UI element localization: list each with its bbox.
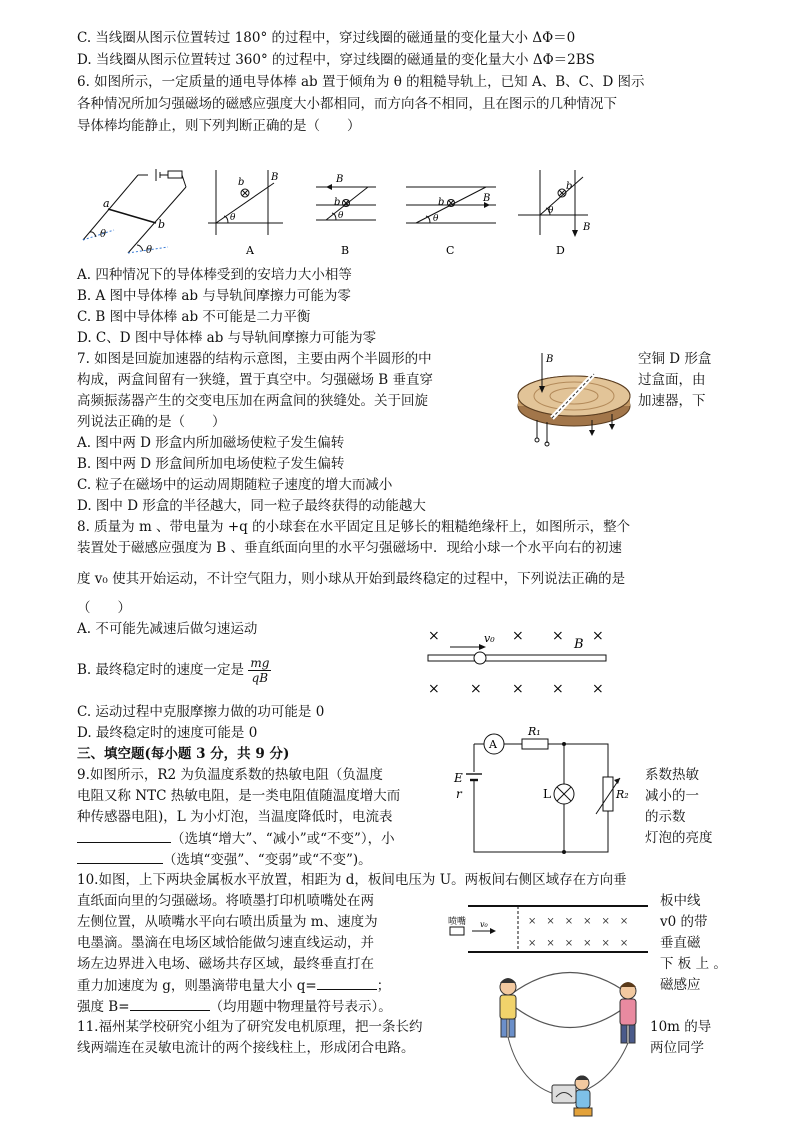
emf-label: E [454,771,463,785]
q9-blank-1[interactable] [77,828,171,843]
q6b-B: B [336,174,344,185]
q10-stem-3-right: v0 的带 [660,914,708,930]
section-3-title: 三、填空题(每小题 3 分，共 9 分) [77,746,290,762]
cross-1: × [428,628,440,644]
q9-stem-1-right: 系数热敏 [645,767,699,783]
q10-stem-6 [77,975,390,996]
cross-7: × [512,681,524,697]
q10-figure [448,896,658,958]
cross-5: × [428,681,440,697]
q6-label-D: D [556,244,565,257]
q7-stem-2-right: 过盒面，由 [638,372,706,388]
q6-label-B: B [341,244,350,257]
q8-v0-label: v₀ [484,632,495,645]
nozzle-label: 喷嘴 [448,917,467,927]
student-left [500,978,516,1037]
q9-stem-5 [77,849,372,870]
q6-label-A: A [246,244,254,257]
q6c-b: b [438,197,445,208]
q6-option-c: C. B 图中导体棒 ab 不可能是二力平衡 [77,309,311,325]
q7-stem-3: 高频振荡器产生的交变电压加在两盒间的狭缝处。关于回旋 [77,393,428,409]
q6a-b: b [238,177,245,188]
q7-option-b: B. 图中两 D 形盒间所加电场使粒子发生偏转 [77,456,345,472]
q9-circuit [448,722,638,870]
student-bottom [574,1076,592,1117]
q8-option-d: D. 最终稳定时的速度可能是 0 [77,725,258,741]
q6-option-d: D. C、D 图中导体棒 ab 与导轨间摩擦力可能为零 [77,330,377,346]
q10-blank-1[interactable] [317,975,377,990]
q7-option-c: C. 粒子在磁场中的运动周期随粒子速度的增大而减小 [77,477,393,493]
q7-stem-4: 列说法正确的是（ ） [77,414,226,430]
q10-stem-2-right: 板中线 [660,893,701,909]
q6b-theta: θ [338,211,344,221]
option-d-line: D. 当线圈从图示位置转过 360° 的过程中，穿过线圈的磁通量的变化量大小 ΔΦ＝2BS [77,52,595,68]
q9-stem-3: 种传感器电阻)，L 为小灯泡，当温度降低时，电流表 [77,809,393,825]
r1-label: R₁ [528,725,541,738]
q9-stem-4-text: （选填“增大”、“减小”或“不变”），小 [171,831,395,847]
q11-stem-1-right: 10m 的导 [650,1019,712,1035]
cross-2: × [512,628,524,644]
q6c-B: B [483,193,491,204]
q6-figure-b [316,187,376,220]
q10-stem-1: 10.如图，上下两块金属板水平放置，相距为 d，板间电压为 U。两板间右侧区域存在方向垂 [77,872,627,888]
cross-8: × [552,681,564,697]
lamp-label: L [543,787,551,801]
cross-9: × [592,681,604,697]
q7-stem-1-right: 空铜 D 形盒 [638,351,712,367]
cross-6: × [470,681,482,697]
q10-stem-5-right: 下 板 上 。 [660,956,727,972]
q9-stem-5-text: （选填“变强”、“变弱”或“不变”)。 [163,852,372,868]
q6-main-figure [83,169,186,253]
q10-stem-7 [77,996,392,1017]
q6-option-b: B. A 图中导体棒 ab 与导轨间摩擦力可能为零 [77,288,351,304]
q10-stem-4: 电墨滴。墨滴在电场区域恰能做匀速直线运动，并 [77,935,374,951]
q9-stem-3-right: 的示数 [645,809,686,825]
q6a-theta: θ [230,213,236,223]
student-right [620,982,636,1043]
q11-stem-1: 11.福州某学校研究小组为了研究发电机原理，把一条长约 [77,1019,423,1035]
q6d-theta: θ [548,206,554,216]
q6-stem-3: 导体棒均能静止，则下列判断正确的是（ ） [77,118,361,134]
q8-stem-3: 度 v₀ 使其开始运动，不计空气阻力，则小球从开始到最终稳定的过程中，下列说法正确的是 [77,571,626,587]
q7-option-d: D. 图中 D 形盒的半径越大，同一粒子最终获得的动能越大 [77,498,426,514]
q10-stem-6-right: 磁感应 [660,977,701,993]
galvanometer [552,1085,576,1103]
q11-generator-illustration [490,955,650,1120]
q6d-B: B [583,222,591,233]
q6b-b: b [334,197,341,208]
q9-blank-2[interactable] [77,849,163,864]
q6-stem-2: 各种情况所加匀强磁场的磁感应强度大小都相同，而方向各不相同，且在图示的几种情况下 [77,96,617,112]
internal-r-label: r [456,787,462,801]
q8-option-b [77,652,271,688]
cyclotron-B-label: B [546,354,554,365]
cross-3: × [552,628,564,644]
q8-stem-4: （ ） [77,600,131,616]
q9-stem-1: 9.如图所示，R2 为负温度系数的热敏电阻（负温度 [77,767,383,783]
q9-stem-2-right: 减小的一 [645,788,699,804]
q6d-b: b [566,181,573,192]
r2-label: R₂ [616,788,629,801]
q8-fraction [248,656,271,685]
q6-label-C: C [446,244,455,257]
q8-stem-2: 装置处于磁感应强度为 B 、垂直纸面向里的水平匀强磁场中．现给小球一个水平向右的初速 [77,540,623,556]
q7-stem-2: 构成，两盒间留有一狭缝，置于真空中。匀强磁场 B 垂直穿 [77,372,434,388]
q10-blank-2[interactable] [130,996,210,1011]
svg-text:× × × × × ×: × × × × × × [528,916,629,927]
q6-theta-2: θ [146,245,153,256]
q7-stem-3-right: 加速器，下 [638,393,706,409]
q10-stem-2: 直纸面向里的匀强磁场。将喷墨打印机喷嘴处在两 [77,893,374,909]
q8-fraction-den: qB [251,671,269,685]
q6-stem-1: 6. 如图所示，一定质量的通电导体棒 ab 置于倾角为 θ 的粗糙导轨上，已知 A、B、C、D 图示 [77,74,645,90]
q10-stem-3: 左侧位置，从喷嘴水平向右喷出质量为 m、速度为 [77,914,378,930]
ammeter-label: A [489,738,497,751]
q6-option-a: A. 四种情况下的导体棒受到的安培力大小相等 [77,267,352,283]
svg-text:× × × × × ×: × × × × × × [528,938,629,949]
q9-stem-4-right: 灯泡的亮度 [645,830,713,846]
q8-figure [420,620,620,700]
q8-option-b-text: B. 最终稳定时的速度一定是 [77,662,245,678]
q6-figures [78,165,598,265]
q7-stem-1: 7. 如图是回旋加速器的结构示意图，主要由两个半圆形的中 [77,351,432,367]
q6-figure-d [518,170,591,235]
q10-stem-6-text: 重力加速度为 g，则墨滴带电量大小 q= [77,978,317,994]
q10-stem-4-right: 垂直磁 [660,935,701,951]
q9-stem-4 [77,828,395,849]
q10-v0-label: v₀ [480,920,488,929]
q10-stem-7-end: （均用题中物理量符号表示）。 [209,999,392,1015]
q6a-B: B [271,172,279,183]
q8-stem-1: 8. 质量为 m 、带电量为 +q 的小球套在水平固定且足够长的粗糙绝缘杆上，如图所示，整个 [77,519,631,535]
q6-label-b: b [158,218,166,231]
q8-option-a: A. 不可能先减速后做匀速运动 [77,621,258,637]
q11-stem-2: 线两端连在灵敏电流计的两个接线柱上，形成闭合电路。 [77,1040,415,1056]
cyclotron-figure [512,348,637,448]
q6c-theta: θ [433,214,439,224]
q10-stem-7-text: 强度 B= [77,999,130,1015]
q9-stem-2: 电阻又称 NTC 热敏电阻，是一类电阻值随温度增大而 [77,788,401,804]
q8-option-c: C. 运动过程中克服摩擦力做的功可能是 0 [77,704,325,720]
option-c-line: C. 当线圈从图示位置转过 180° 的过程中，穿过线圈的磁通量的变化量大小 ΔΦ＝0 [77,30,576,46]
q6-label-a: a [103,197,110,210]
q8-fraction-num: mg [250,656,270,670]
q10-stem-6-end: ； [376,978,391,994]
q7-option-a: A. 图中两 D 形盒内所加磁场使粒子发生偏转 [77,435,345,451]
q8-B-label: B [574,637,584,652]
q11-stem-2-right: 两位同学 [650,1040,704,1056]
q6-theta-1: θ [100,229,107,240]
cross-4: × [592,628,604,644]
q10-stem-5: 场左边界进入电场、磁场共存区域，最终垂直打在 [77,956,374,972]
